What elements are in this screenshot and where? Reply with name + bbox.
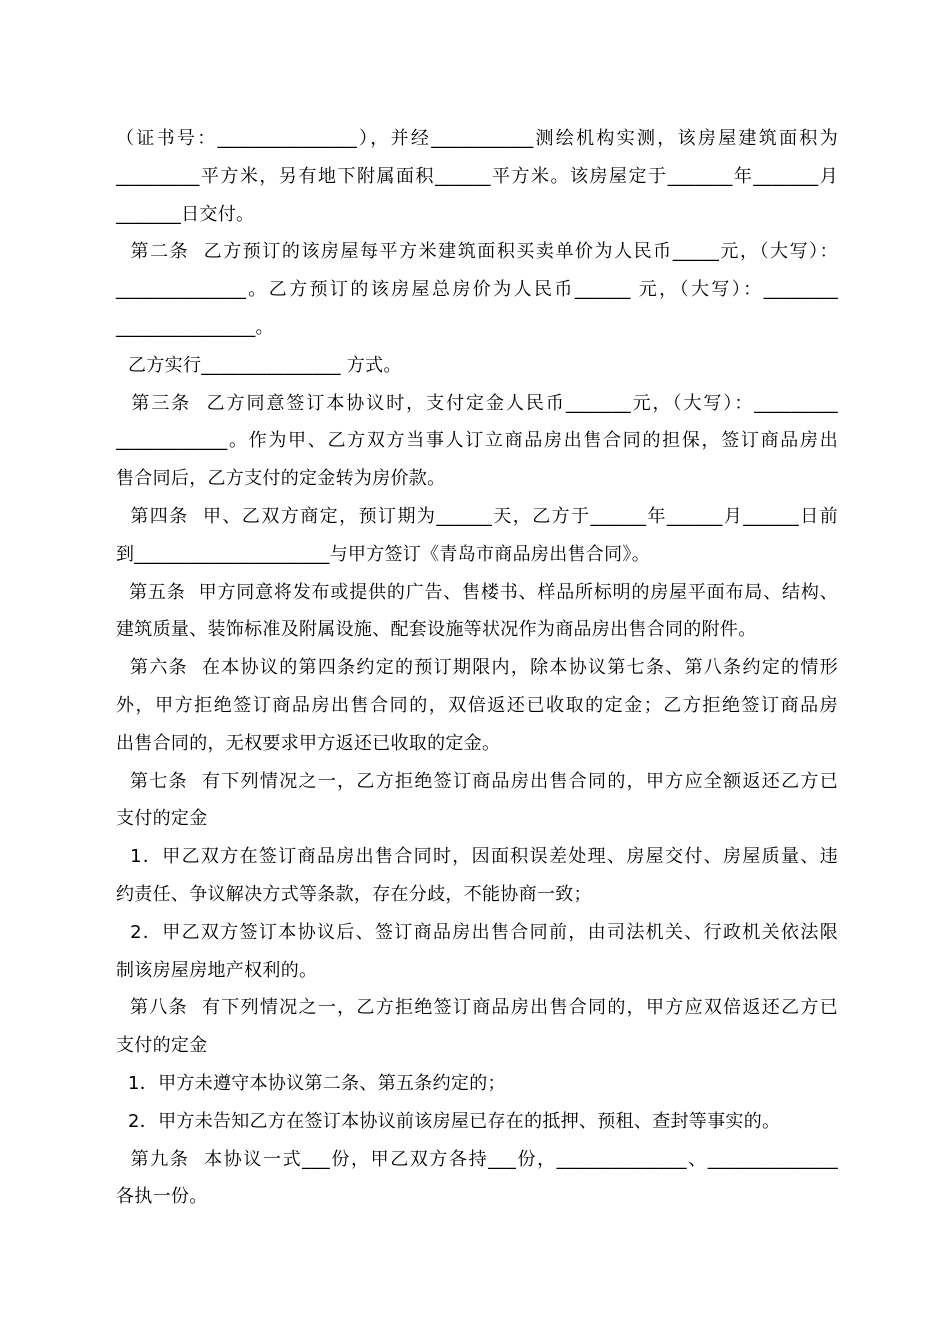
text-line: 1．甲乙双方在签订商品房出售合同时，因面积误差处理、房屋交付、房屋质量、违 xyxy=(116,846,838,868)
text-line: _________平方米，另有地下附属面积______平方米。该房屋定于_______年_______月 xyxy=(116,165,838,187)
text-line: 2．甲乙双方签订本协议后、签订商品房出售合同前，由司法机关、行政机关依法限 xyxy=(116,921,838,943)
text-line: 售合同后，乙方支付的定金转为房价款。 xyxy=(116,468,446,490)
text-line: 建筑质量、装饰标准及附属设施、配套设施等状况作为商品房出售合同的附件。 xyxy=(116,619,757,641)
text-line: 支付的定金 xyxy=(116,1035,208,1057)
text-line: 制该房屋房地产权利的。 xyxy=(116,959,318,981)
text-line: ______________。乙方预订的该房屋总房价为人民币______ 元，（大写）：________ xyxy=(116,279,838,301)
text-line: 2．甲方未告知乙方在签订本协议前该房屋已存在的抵押、预租、查封等事实的。 xyxy=(116,1110,781,1132)
text-line: 第七条 有下列情况之一，乙方拒绝签订商品房出售合同的，甲方应全额返还乙方已 xyxy=(116,770,838,792)
text-line: 出售合同的，无权要求甲方返还已收取的定金。 xyxy=(116,732,501,754)
text-line: 第二条 乙方预订的该房屋每平方米建筑面积买卖单价为人民币_____元，（大写）： xyxy=(116,241,838,263)
text-line: 各执一份。 xyxy=(116,1186,208,1208)
text-line: 到_____________________与甲方签订《青岛市商品房出售合同》。 xyxy=(116,543,650,565)
text-line: 支付的定金 xyxy=(116,808,208,830)
text-line: 1．甲方未遵守本协议第二条、第五条约定的； xyxy=(116,1072,506,1094)
text-line: （证书号：_______________），并经___________测绘机构实测，该房屋建筑面积为 xyxy=(116,128,838,149)
text-line: 乙方实行_______________ 方式。 xyxy=(116,354,402,376)
contract-body xyxy=(116,120,838,1216)
text-line: 约责任、争议解决方式等条款，存在分歧，不能协商一致； xyxy=(116,883,592,905)
text-line: 第四条 甲、乙双方商定，预订期为______天，乙方于______年______月______日前 xyxy=(116,505,838,527)
text-line: 外，甲方拒绝签订商品房出售合同的，双倍返还已收取的定金；乙方拒绝签订商品房 xyxy=(116,694,838,716)
text-line: _______________。 xyxy=(116,316,274,338)
text-line: 第八条 有下列情况之一，乙方拒绝签订商品房出售合同的，甲方应双倍返还乙方已 xyxy=(116,997,838,1019)
text-line: 第五条 甲方同意将发布或提供的广告、售楼书、样品所标明的房屋平面布局、结构、 xyxy=(116,581,838,603)
text-line: 第三条 乙方同意签订本协议时，支付定金人民币_______元，（大写）：_________ xyxy=(116,392,838,414)
text-line: 第九条 本协议一式___份，甲乙双方各持___份，______________、______________ xyxy=(116,1148,838,1170)
text-line: ____________。作为甲、乙方双方当事人订立商品房出售合同的担保，签订商品房出 xyxy=(116,430,838,452)
text-line: 第六条 在本协议的第四条约定的预订期限内，除本协议第七条、第八条约定的情形 xyxy=(116,657,838,679)
text-line: _______日交付。 xyxy=(116,203,255,225)
